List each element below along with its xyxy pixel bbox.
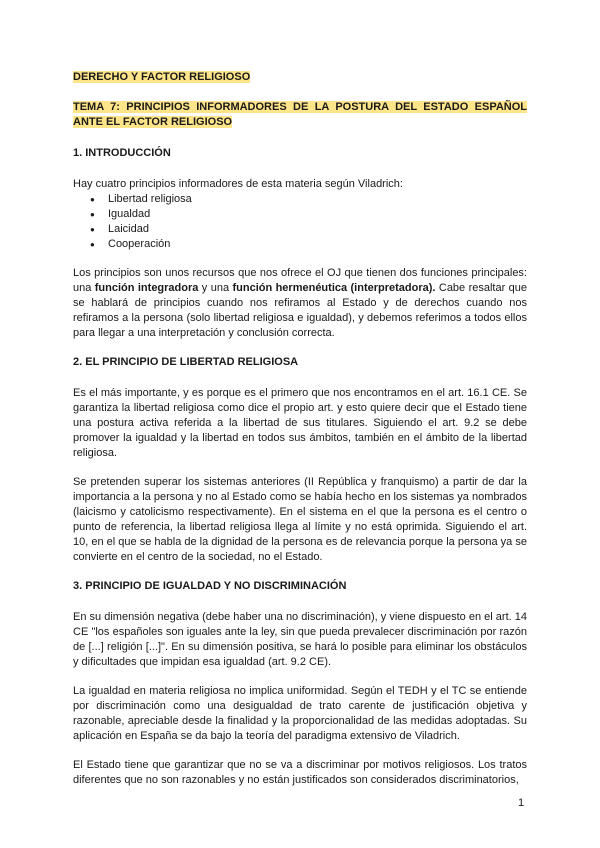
body-paragraph: En su dimensión negativa (debe haber una no discriminación), y viene dispuesto en el art. 14 CE "los españoles son iguales ante la ley, sin que pueda prevalecer discriminación por razón de [...] religión [...]". En su dimensión positiva, se hará lo posible para eliminar los obstáculos y dificultades que impidan esa igualdad (art. 9.2 CE).	[73, 611, 527, 668]
principles-paragraph: Los principios son unos recursos que nos ofrece el OJ que tienen dos funciones principales: una función integradora y una función hermenéutica (interpretadora). Cabe resaltar que se hablará de principios cuando nos refiramos al Estado y de derechos cuando nos refiramos a la persona (solo libertad religiosa e igualdad), y debemos referimos a todos ellos para llegar a una interpretación y conclusión correcta.	[73, 267, 528, 339]
body-paragraph: Se pretenden superar los sistemas anteriores (II República y franquismo) a partir de dar la importancia a la persona y no al Estado como se había hecho en los sistemas ya nombrados (laicismo y catolicismo respectivamente). En el sistema en el que la persona es el centro o punto de referencia, la libertad religiosa llega al límite y no está oprimida. Siguiendo el art. 10, en el que se habla de la dignidad de la persona es de relevancia porque la persona ya se convierte en el centro de la sociedad, no el Estado.	[73, 476, 527, 563]
body-paragraph: La igualdad en materia religiosa no implica uniformidad. Según el TEDH y el TC se entiende por discriminación como una desigualdad de trato carente de justificación objetiva y razonable, apreciable desde la finalidad y la proporcionalidad de las medidas adoptadas. Su aplicación en España se da bajo la teoría del paradigma extensivo de Viladrich.	[73, 685, 527, 742]
intro-paragraph: Hay cuatro principios informadores de esta materia según Viladrich:	[73, 178, 403, 190]
body-paragraph: El Estado tiene que garantizar que no se va a discriminar por motivos religiosos. Los tratos diferentes que no son razonables y no están justificados son considerados discriminatorios,	[73, 759, 527, 786]
bold-term: función hermenéutica (interpretadora).	[232, 282, 436, 294]
page-number: 1	[518, 797, 525, 809]
section-heading-libertad: 2. EL PRINCIPIO DE LIBERTAD RELIGIOSA	[73, 356, 299, 368]
list-item: ● Cooperación	[108, 237, 527, 252]
bold-term: función integradora	[94, 282, 199, 294]
body-paragraph: Es el más importante, y es porque es el primero que nos encontramos en el art. 16.1 CE. Se garantiza la libertad religiosa como dice el propio art. y esto quiere decir que el Estado tiene una postura activa referida a la libertad de sus titulares. Siguiendo el art. 9.2 se debe promover la igualdad y la libertad en todos sus ámbitos, también en el ámbito de la libertad religiosa.	[73, 387, 527, 459]
list-item: ● Laicidad	[108, 222, 527, 237]
section-heading-igualdad: 3. PRINCIPIO DE IGUALDAD Y NO DISCRIMINACIÓN	[73, 580, 347, 592]
document-title: DERECHO Y FACTOR RELIGIOSO	[73, 71, 251, 83]
principles-list	[73, 192, 527, 252]
list-item: ● Libertad religiosa	[108, 192, 527, 207]
section-heading-introduccion: 1. INTRODUCCIÓN	[73, 147, 171, 159]
document-content	[73, 70, 527, 802]
tema-heading: TEMA 7: PRINCIPIOS INFORMADORES DE LA POSTURA DEL ESTADO ESPAÑOL ANTE EL FACTOR RELIGIOSO	[73, 101, 527, 128]
list-item: ● Igualdad	[108, 207, 527, 222]
